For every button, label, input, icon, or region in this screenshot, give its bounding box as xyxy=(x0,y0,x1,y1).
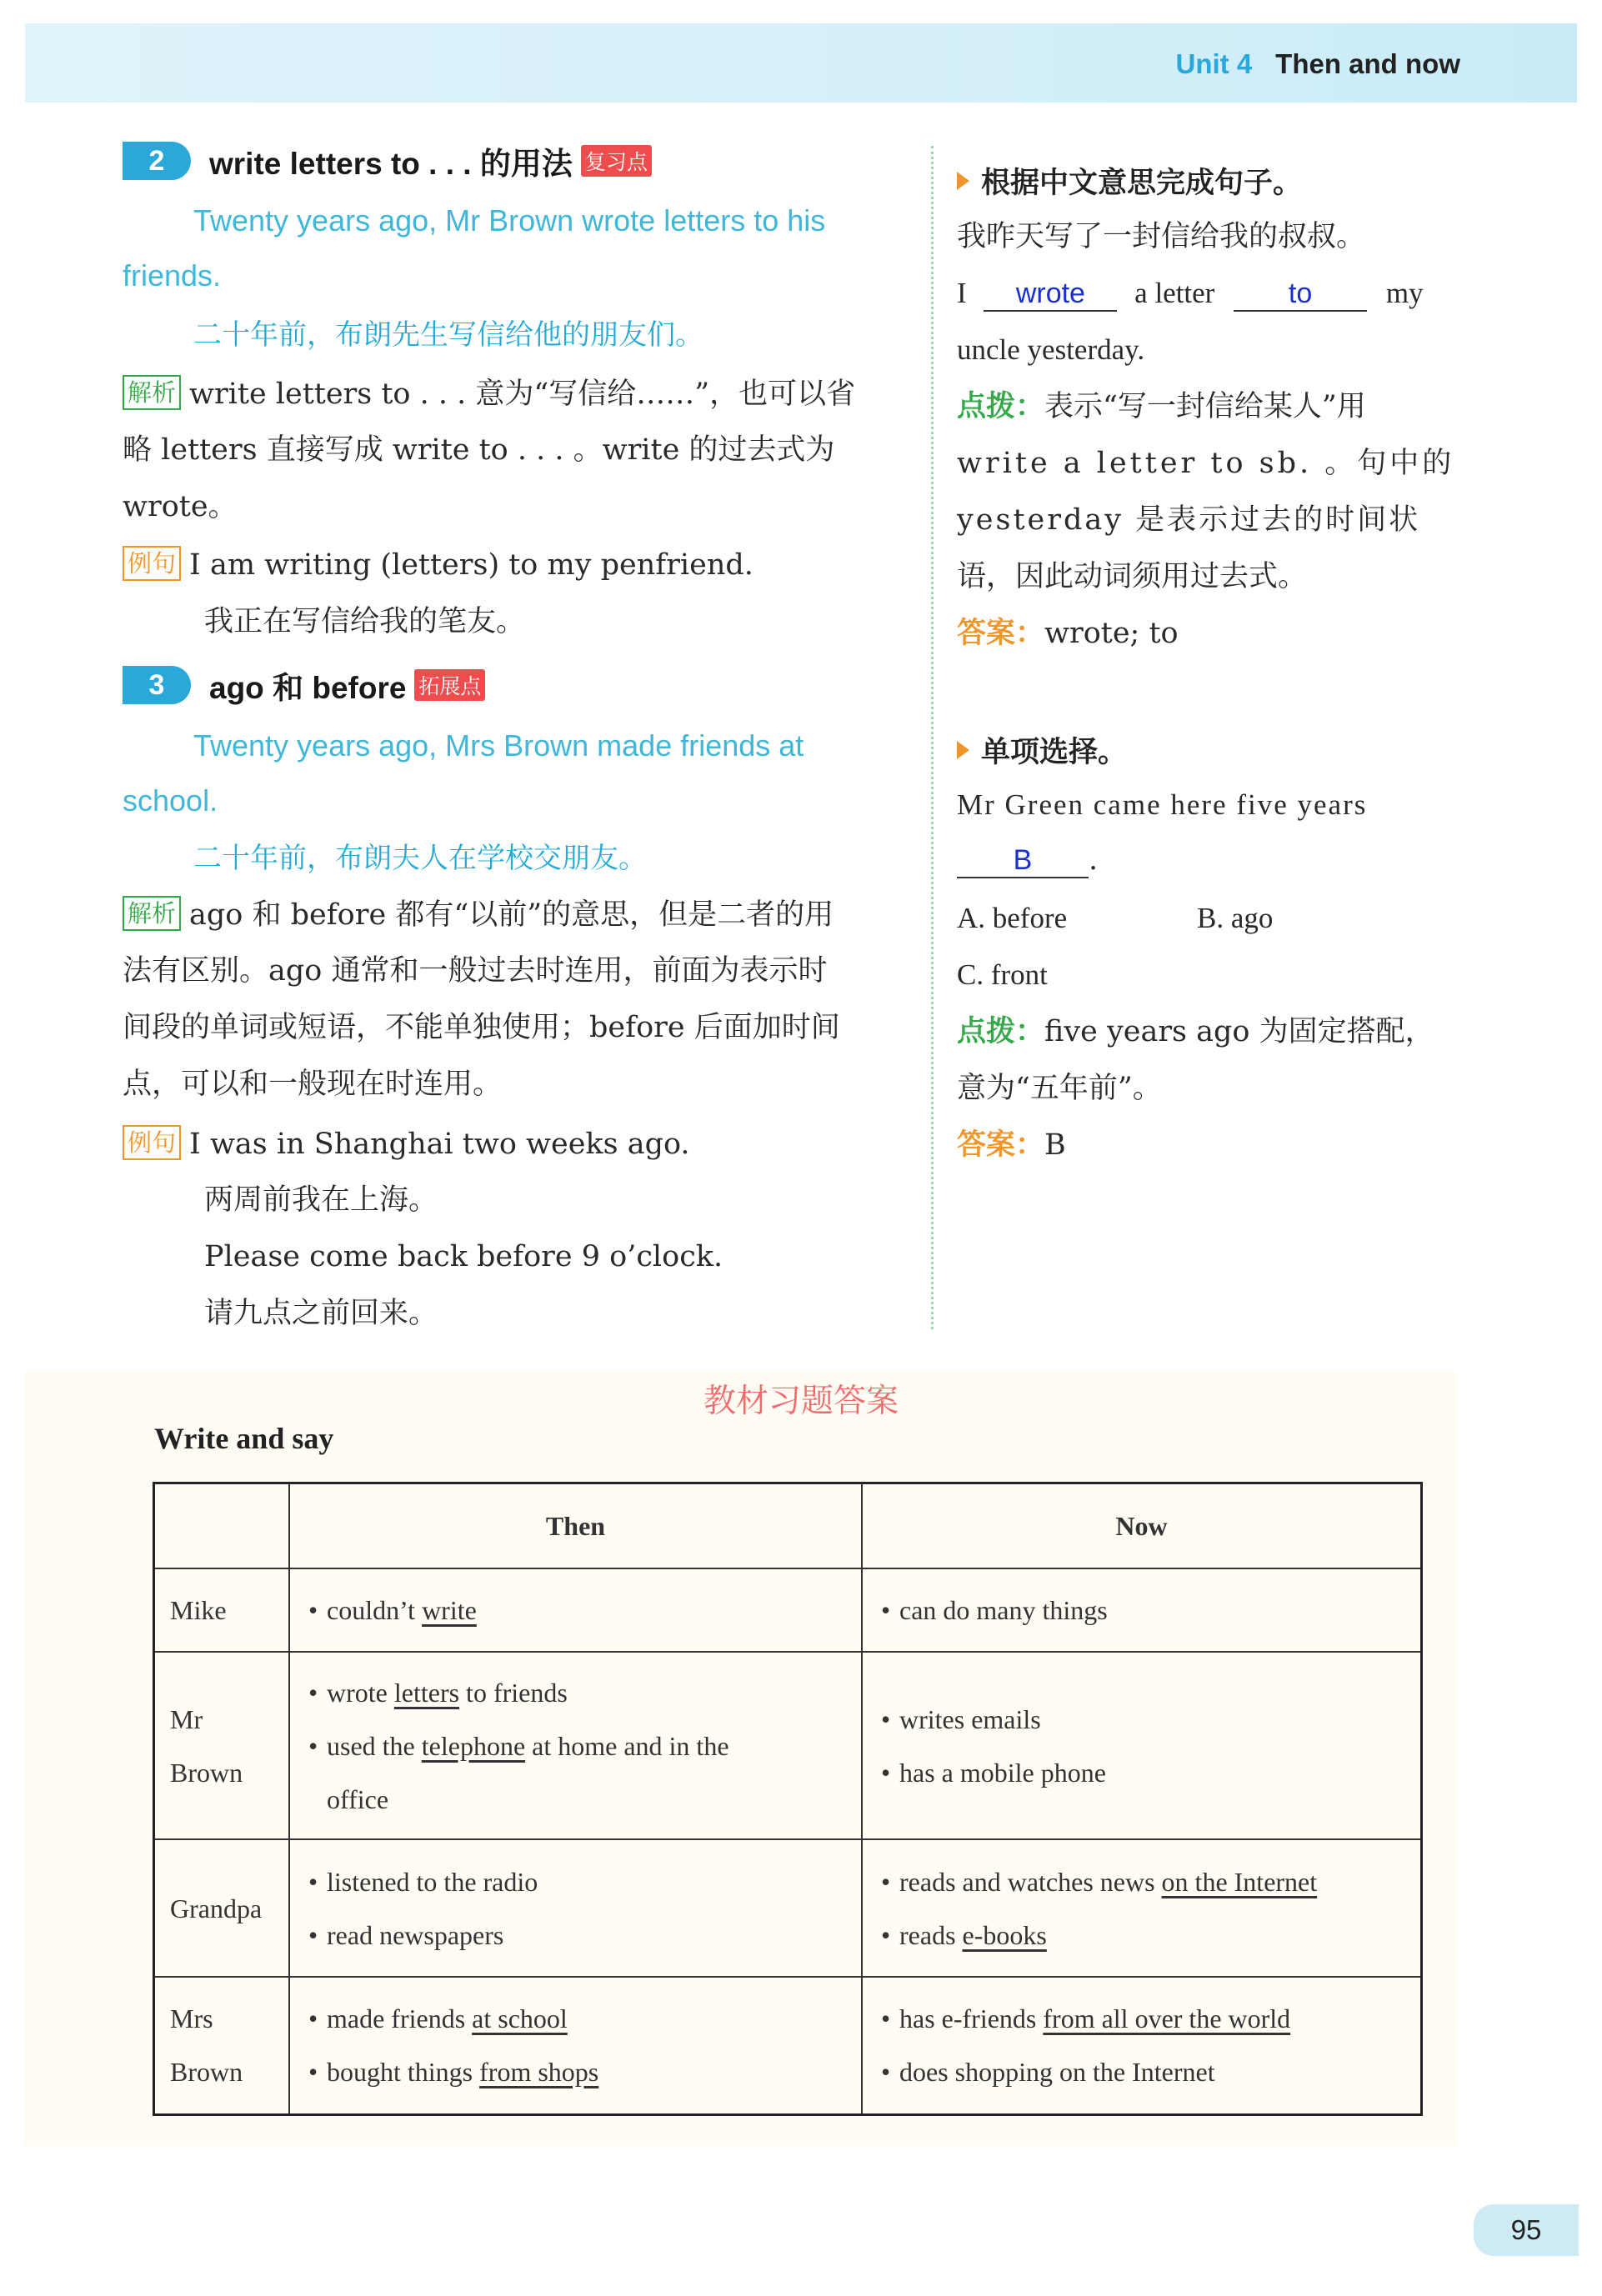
option-c[interactable]: C. front xyxy=(957,958,1048,991)
analysis-label: 解析 xyxy=(123,896,181,931)
extension-tag: 拓展点 xyxy=(414,669,485,701)
task-1-answer: 答案：wrote; to xyxy=(957,617,1179,650)
analysis-line: 法有区别。ago 通常和一般过去时连用，前面为表示时 xyxy=(123,954,828,988)
then-now-table xyxy=(153,1482,1423,2116)
analysis-line: 略 letters 直接写成 write to . . . 。write 的过去式为 xyxy=(123,433,835,467)
analysis-line: 解析 ago 和 before 都有“以前”的意思，但是二者的用 xyxy=(123,896,834,933)
section-number-badge: 3 xyxy=(123,666,191,704)
answer-label: 答案： xyxy=(957,617,1045,650)
table-row xyxy=(154,1652,1422,1839)
section-3-heading xyxy=(123,663,485,708)
person-name: Brown xyxy=(170,1757,243,1788)
sample-translation: 请九点之前回来。 xyxy=(204,1297,438,1330)
sample-translation: 我正在写信给我的笔友。 xyxy=(204,605,526,638)
example-label: 例句 xyxy=(123,546,181,581)
example-sentence-en: Twenty years ago, Mr Brown wrote letters to his xyxy=(193,203,826,238)
task-2-answer: 答案：B xyxy=(957,1128,1066,1162)
tip-label: 点拨： xyxy=(957,390,1045,423)
list-item: • does shopping on the Internet xyxy=(881,2045,1405,2098)
analysis-line: 解析 write letters to . . . 意为“写信给……”，也可以省 xyxy=(123,375,855,413)
person-name: Grandpa xyxy=(170,1893,263,1923)
unit-label: Unit 4 xyxy=(1175,48,1253,79)
review-tag: 复习点 xyxy=(581,145,652,177)
now-cell xyxy=(862,1652,1422,1839)
example-translation: 二十年前，布朗先生写信给他的朋友们。 xyxy=(193,318,703,352)
list-item: • writes emails xyxy=(881,1693,1405,1746)
task-1-tip-line: 语，因此动词须用过去式。 xyxy=(957,560,1308,593)
column-header-now: Now xyxy=(862,1483,1422,1569)
example-sentence-en: Twenty years ago, Mrs Brown made friends at xyxy=(193,728,804,763)
sample-line: Please come back before 9 o’clock. xyxy=(204,1240,723,1273)
analysis-line: wrote。 xyxy=(123,490,238,523)
task-1-sentence: I wrote a letter to my xyxy=(957,275,1424,312)
sample-line: 例句 I am writing (letters) to my penfriend. xyxy=(123,546,753,583)
then-cell xyxy=(289,1568,862,1652)
option-b[interactable]: B. ago xyxy=(1197,902,1274,934)
page-number: 95 xyxy=(1474,2204,1579,2256)
list-item: • read newspapers xyxy=(308,1908,846,1962)
analysis-label: 解析 xyxy=(123,375,181,410)
answer-blank-1[interactable]: wrote xyxy=(984,277,1117,312)
person-name-cell xyxy=(154,1977,290,2114)
person-name: Mike xyxy=(170,1595,227,1625)
exercise-title: Write and say xyxy=(154,1422,334,1455)
option-a[interactable]: A. before xyxy=(957,902,1068,934)
task-2-question: Mr Green came here five years xyxy=(957,788,1368,821)
now-cell xyxy=(862,1977,1422,2114)
sample-line: 例句 I was in Shanghai two weeks ago. xyxy=(123,1125,690,1163)
corner-cell xyxy=(154,1483,290,1569)
list-item: office xyxy=(327,1783,389,1814)
analysis-line: 间段的单词或短语，不能单独使用；before 后面加时间 xyxy=(123,1011,840,1044)
answer-blank-2[interactable]: to xyxy=(1234,277,1367,312)
table-row xyxy=(154,1977,1422,2114)
triangle-bullet-icon xyxy=(957,172,969,190)
list-item: • used the telephone at home and in the xyxy=(308,1719,846,1773)
running-header xyxy=(1176,48,1461,80)
task-1-prompt: 我昨天写了一封信给我的叔叔。 xyxy=(957,220,1366,253)
answer-label: 答案： xyxy=(957,1128,1045,1162)
task-1-sentence-cont: uncle yesterday. xyxy=(957,333,1145,366)
answers-title: 教材习题答案 xyxy=(703,1383,899,1420)
sample-translation: 两周前我在上海。 xyxy=(204,1183,438,1217)
task-2-tip: 点拨：five years ago 为固定搭配， xyxy=(957,1015,1434,1048)
then-cell xyxy=(289,1977,862,2114)
example-label: 例句 xyxy=(123,1125,181,1160)
list-item: • couldn’t write xyxy=(308,1583,846,1637)
list-item: • listened to the radio xyxy=(308,1855,846,1908)
list-item: • has a mobile phone xyxy=(881,1746,1405,1799)
answer-blank[interactable]: B xyxy=(957,843,1089,878)
person-name-cell xyxy=(154,1652,290,1839)
list-item: • reads e-books xyxy=(881,1908,1405,1962)
section-2-heading xyxy=(123,138,652,183)
section-number-badge: 2 xyxy=(123,142,191,180)
section-title: write letters to . . . 的用法 xyxy=(209,147,573,181)
person-name: Brown xyxy=(170,2057,243,2088)
person-name: Mr xyxy=(170,1703,203,1734)
list-item: • bought things from shops xyxy=(308,2045,846,2098)
task-1-heading: 根据中文意思完成句子。 xyxy=(957,160,1302,202)
table-row xyxy=(154,1568,1422,1652)
person-name-cell xyxy=(154,1839,290,1977)
now-cell xyxy=(862,1568,1422,1652)
column-divider xyxy=(931,146,934,1329)
column-header-then: Then xyxy=(289,1483,862,1569)
list-item: • has e-friends from all over the world xyxy=(881,1992,1405,2045)
task-2-tip-line: 意为“五年前”。 xyxy=(957,1072,1162,1105)
tip-label: 点拨： xyxy=(957,1015,1045,1048)
section-title: ago 和 before xyxy=(209,671,407,705)
task-1-tip-line: yesterday 是表示过去的时间状 xyxy=(957,503,1421,537)
triangle-bullet-icon xyxy=(957,741,969,759)
person-name: Mrs xyxy=(170,2003,213,2034)
now-cell xyxy=(862,1839,1422,1977)
list-item: • can do many things xyxy=(881,1583,1405,1637)
example-translation: 二十年前，布朗夫人在学校交朋友。 xyxy=(193,842,647,875)
example-sentence-en-cont: school. xyxy=(123,783,218,818)
task-2-heading: 单项选择。 xyxy=(957,729,1127,771)
task-1-tip: 点拨：表示“写一封信给某人”用 xyxy=(957,390,1366,423)
list-item: • reads and watches news on the Internet xyxy=(881,1855,1405,1908)
example-sentence-en-cont: friends. xyxy=(123,258,222,293)
list-item: • wrote letters to friends xyxy=(308,1666,846,1719)
then-cell xyxy=(289,1839,862,1977)
then-cell xyxy=(289,1652,862,1839)
table-header-row xyxy=(154,1483,1422,1569)
person-name-cell xyxy=(154,1568,290,1652)
task-2-blank-line: B . xyxy=(957,842,1098,878)
task-1-tip-line: write a letter to sb. 。句中的 xyxy=(957,447,1455,480)
list-item: • made friends at school xyxy=(308,1992,846,2045)
unit-topic: Then and now xyxy=(1275,48,1460,79)
table-row xyxy=(154,1839,1422,1977)
analysis-line: 点，可以和一般现在时连用。 xyxy=(123,1068,503,1101)
